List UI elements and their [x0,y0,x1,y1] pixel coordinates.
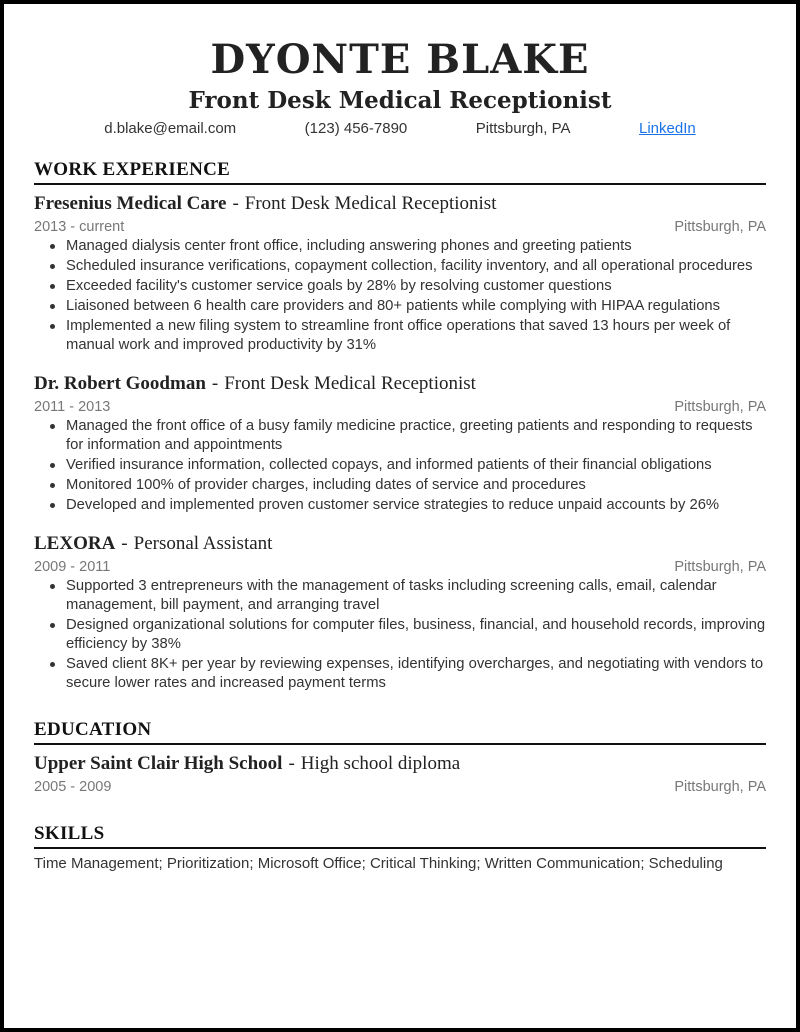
education-entry [34,751,766,797]
degree-name: High school diploma [300,753,461,774]
resume-page [4,4,796,1028]
section-title-skills: SKILLS [34,823,766,849]
candidate-headline: Front Desk Medical Receptionist [188,87,612,114]
employer-name: Fresenius Medical Care [34,193,227,214]
job-dates: 2011 - 2013 [34,399,111,415]
job-meta [34,557,766,577]
bullet-item: Scheduled insurance verifications, copayment collection, facility inventory, and all operational procedures [50,257,766,276]
contact-location: Pittsburgh, PA [475,120,571,137]
job-heading: LEXORA - Personal Assistant [34,533,273,554]
education-meta [34,777,766,797]
education-dates: 2005 - 2009 [34,779,112,795]
bullet-item: Managed dialysis center front office, including answering phones and greeting patients [50,237,766,256]
bullet-item: Monitored 100% of provider charges, including dates of service and procedures [50,476,766,495]
section-title-work: WORK EXPERIENCE [34,159,766,185]
bullet-item: Managed the front office of a busy family medicine practice, greeting patients and responding to requests for information and appointments [50,417,766,455]
bullet-item: Exceeded facility's customer service goals by 28% by resolving customer questions [50,277,766,296]
job-entry [34,191,766,355]
job-entry [34,371,766,515]
job-role: Front Desk Medical Receptionist [224,373,476,394]
job-dates: 2009 - 2011 [34,559,111,575]
job-location: Pittsburgh, PA [674,399,766,415]
bullet-item: Liaisoned between 6 health care providers and 80+ patients while complying with HIPAA regulations [50,297,766,316]
job-meta [34,217,766,237]
job-role: Front Desk Medical Receptionist [244,193,497,214]
bullet-item: Supported 3 entrepreneurs with the management of tasks including screening calls, email, calendar management, bill payment, and arranging travel [50,577,766,615]
job-dates: 2013 - current [34,219,125,235]
contact-line [34,120,766,137]
school-name: Upper Saint Clair High School [34,753,283,774]
candidate-name: DYONTE BLAKE [210,36,590,83]
job-bullets [50,577,766,693]
education-location: Pittsburgh, PA [674,779,766,795]
bullet-item: Developed and implemented proven customer service strategies to reduce unpaid accounts by 26% [50,496,766,515]
job-heading: Fresenius Medical Care - Front Desk Medical Receptionist [34,193,497,214]
job-location: Pittsburgh, PA [674,219,766,235]
bullet-item: Saved client 8K+ per year by reviewing expenses, identifying overcharges, and negotiating with vendors to secure lower rates and increased payment terms [50,655,766,693]
job-entry [34,531,766,693]
bullet-item: Verified insurance information, collected copays, and informed patients of their financial obligations [50,456,766,475]
contact-email: d.blake@email.com [104,120,237,137]
employer-name: LEXORA [34,533,116,554]
bullet-item: Designed organizational solutions for computer files, business, financial, and household records, improving efficiency by 38% [50,616,766,654]
job-heading: Dr. Robert Goodman - Front Desk Medical Receptionist [34,373,476,394]
work-experience-list [34,191,766,693]
employer-name: Dr. Robert Goodman [34,373,206,394]
section-title-education: EDUCATION [34,719,766,745]
linkedin-link[interactable]: LinkedIn [639,120,696,137]
contact-phone: (123) 456-7890 [304,120,408,137]
skills-list: Time Management; Prioritization; Microsoft Office; Critical Thinking; Written Communication; Scheduling [34,855,723,872]
job-location: Pittsburgh, PA [674,559,766,575]
education-heading: Upper Saint Clair High School - High school diploma [34,753,461,774]
job-role: Personal Assistant [133,533,273,554]
bullet-item: Implemented a new filing system to streamline front office operations that saved 13 hours per week of manual work and improved productivity by 31% [50,317,766,355]
job-meta [34,397,766,417]
job-bullets [50,237,766,355]
job-bullets [50,417,766,515]
